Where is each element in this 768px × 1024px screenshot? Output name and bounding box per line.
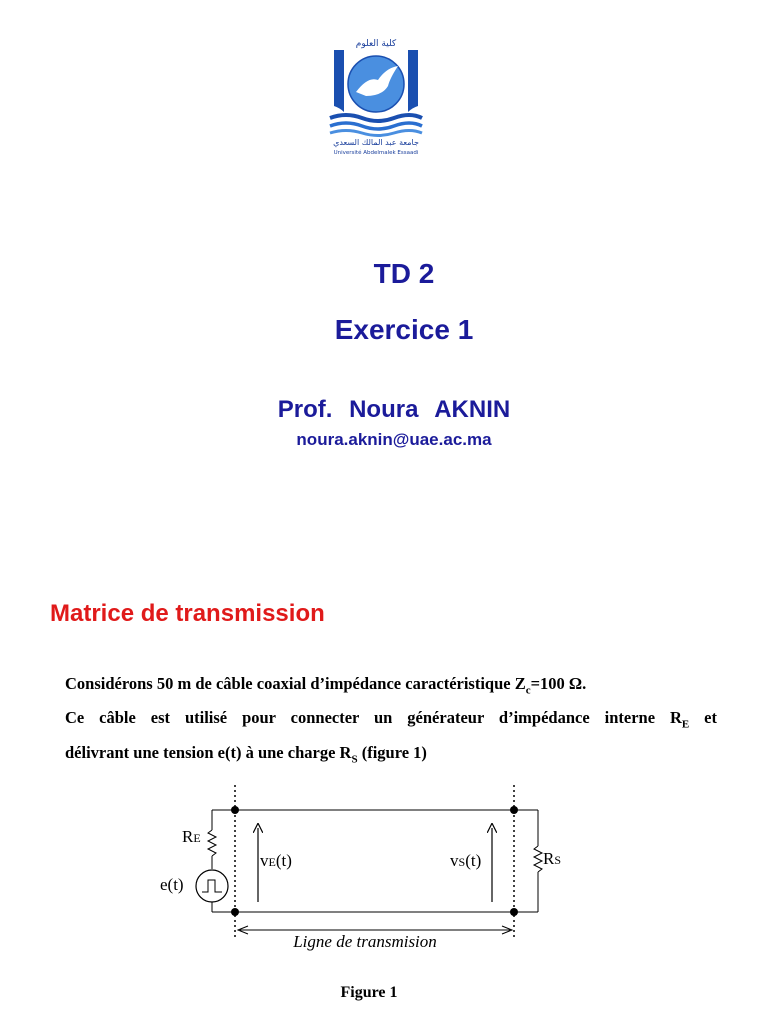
paragraph-3 (65, 743, 717, 765)
p3-subscript: S (351, 753, 358, 766)
node-bottom-left (231, 908, 239, 916)
p2-text-a: Ce câble est utilisé pour connecter un générateur d’impédance interne R (65, 708, 682, 727)
p1-text-a: Considérons 50 m de câble coaxial d’impédance caractéristique Z (65, 674, 526, 693)
exercise-title: Exercice 1 (334, 314, 474, 345)
p1-subscript: c (525, 684, 531, 697)
p2-text-b: et (689, 708, 717, 727)
generator-source (196, 870, 228, 902)
label-vs: vS(t) (450, 851, 482, 870)
logo-arabic-bottom: جامعة عبد المالك السعدي (333, 138, 419, 147)
logo-arabic-top: كلية العلوم (355, 39, 397, 49)
paragraph-2 (65, 708, 717, 730)
resistor-rs (534, 846, 542, 872)
professor-email[interactable]: noura.aknin@uae.ac.ma (296, 430, 492, 449)
circuit-diagram (150, 780, 590, 965)
p2-subscript: E (681, 718, 690, 731)
td-title: TD 2 (373, 258, 435, 289)
section-title: Matrice de transmission (50, 600, 325, 627)
label-line: Ligne de transmision (293, 932, 437, 951)
node-bottom-right (510, 908, 518, 916)
logo-left-pillar (334, 50, 344, 112)
node-top-left (231, 806, 239, 814)
label-rs: RS (543, 849, 562, 868)
logo-right-pillar (408, 50, 418, 112)
p3-text-b: (figure 1) (357, 743, 427, 762)
professor-name: Prof. Noura AKNIN (277, 396, 511, 423)
p1-text-b: =100 Ω. (530, 674, 587, 693)
figure-caption: Figure 1 (340, 984, 398, 1001)
p3-text-a: délivrant une tension e(t) à une charge R (65, 743, 352, 762)
node-top-right (510, 806, 518, 814)
label-et: e(t) (160, 875, 184, 894)
label-re: RE (182, 827, 201, 846)
label-ve: vE(t) (260, 851, 292, 870)
pulse-icon (202, 880, 222, 892)
resistor-re (208, 830, 216, 856)
university-logo (326, 34, 426, 158)
logo-latin-bottom: Université Abdelmalek Essaadi (333, 150, 419, 156)
paragraph-1 (65, 674, 717, 696)
